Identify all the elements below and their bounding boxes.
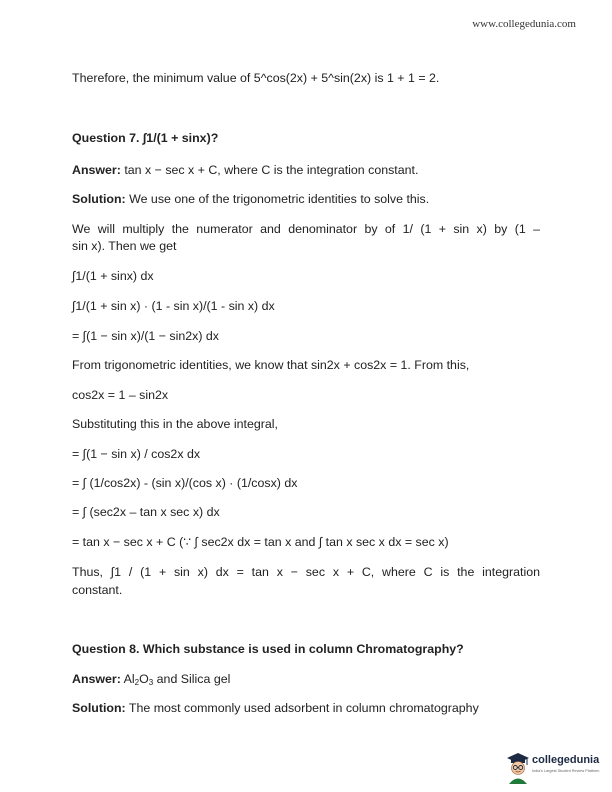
student-mascot-icon [506,752,530,784]
question-7-heading: Question 7. ∫1/(1 + sinx)? [72,131,219,145]
logo-wordmark: collegedunia [532,754,600,766]
paragraph-minimum-value: Therefore, the minimum value of 5^cos(2x) + 5^sin(2x) is 1 + 1 = 2. [72,71,440,85]
solution-line-8: = ∫(1 − sin x) / cos2x dx [72,447,201,461]
question-7-answer [72,161,540,179]
question-7-solution [72,190,540,208]
solution-line-3: ∫1/(1 + sin x) · (1 - sin x)/(1 - sin x) dx [72,299,275,313]
question-8-solution [72,699,540,717]
answer-label: Answer: [72,163,121,177]
subscript-3: 3 [148,678,154,687]
subscript-2: 2 [134,678,140,687]
collegedunia-logo[interactable] [506,750,606,786]
solution-text: The most commonly used adsorbent in column chromatography [125,701,479,715]
question-8-heading: Question 8. Which substance is used in column Chromatography? [72,642,464,656]
site-url[interactable]: www.collegedunia.com [472,18,576,30]
solution-label: Solution: [72,701,126,715]
solution-text: We use one of the trigonometric identities to solve this. [125,192,430,206]
answer-rest: and Silica gel [153,672,231,686]
solution-line-4: = ∫(1 − sin x)/(1 − sin2x) dx [72,329,219,343]
solution-line-12b: constant. [72,583,123,597]
solution-line-10: = ∫ (sec2x – tan x sec x) dx [72,505,220,519]
logo-tagline: India's Largest Student Review Platform [532,769,600,773]
answer-text: tan x − sec x + C, where C is the integration constant. [120,163,419,177]
solution-line-1b: sin x). Then we get [72,239,177,253]
solution-line-9: = ∫ (1/cos2x) - (sin x)/(cos x) · (1/cosx) dx [72,476,298,490]
formula-o: O [139,672,149,686]
solution-label: Solution: [72,192,126,206]
solution-line-2: ∫1/(1 + sinx) dx [72,269,154,283]
solution-line-11: = tan x − sec x + C (∵ ∫ sec2x dx = tan x and ∫ tan x sec x dx = sec x) [72,535,449,549]
answer-label: Answer: [72,672,121,686]
question-8-answer [72,670,540,688]
solution-line-5: From trigonometric identities, we know that sin2x + cos2x = 1. From this, [72,358,470,372]
solution-line-12a: Thus, ∫1 / (1 + sin x) dx = tan x − sec x + C, where C is the integration [72,565,540,579]
solution-line-1a: We will multiply the numerator and denominator by of 1/ (1 + sin x) by (1 – [72,222,540,236]
solution-line-6: cos2x = 1 – sin2x [72,388,169,402]
solution-line-7: Substituting this in the above integral, [72,417,278,431]
formula-al: Al [120,672,135,686]
